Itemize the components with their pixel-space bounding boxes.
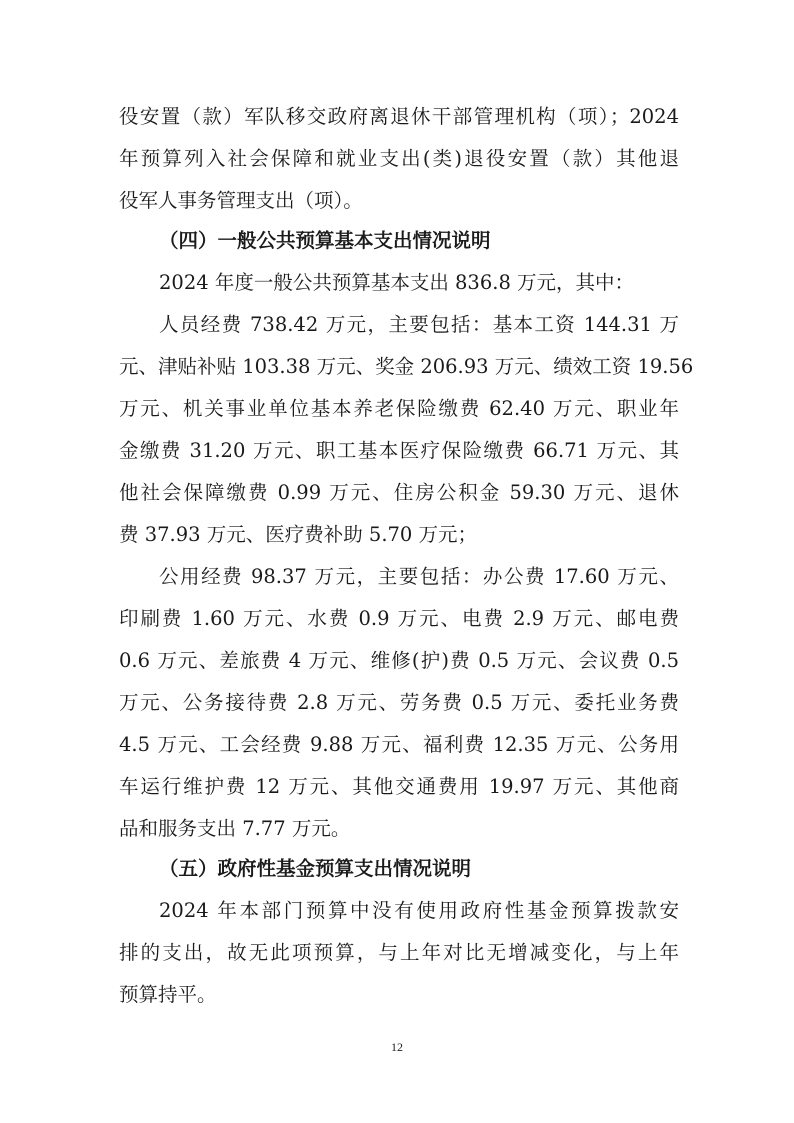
public-line-1: 公用经费 98.37 万元，主要包括：办公费 17.60 万元、 xyxy=(159,565,679,588)
section-5-line-3: 预算持平。 xyxy=(119,983,217,1006)
public-line-3: 0.6 万元、差旅费 4 万元、维修(护)费 0.5 万元、会议费 0.5 xyxy=(119,649,679,672)
personnel-line-3: 万元、机关事业单位基本养老保险缴费 62.40 万元、职业年 xyxy=(119,397,679,420)
personnel-line-1: 人员经费 738.42 万元，主要包括：基本工资 144.31 万 xyxy=(159,313,679,336)
section-4-summary: 2024 年度一般公共预算基本支出 836.8 万元，其中： xyxy=(159,271,635,294)
personnel-line-5: 他社会保障缴费 0.99 万元、住房公积金 59.30 万元、退休 xyxy=(119,481,679,504)
section-5-line-2: 排的支出，故无此项预算，与上年对比无增减变化，与上年 xyxy=(119,941,679,964)
intro-line-2: 年预算列入社会保障和就业支出(类)退役安置（款）其他退 xyxy=(119,147,679,170)
section-5-heading: （五）政府性基金预算支出情况说明 xyxy=(159,857,472,880)
public-line-5: 4.5 万元、工会经费 9.88 万元、福利费 12.35 万元、公务用 xyxy=(119,733,679,756)
page-number: 12 xyxy=(391,1040,403,1054)
intro-line-1: 役安置（款）军队移交政府离退休干部管理机构（项）；2024 xyxy=(119,105,679,128)
section-4-heading: （四）一般公共预算基本支出情况说明 xyxy=(159,229,491,252)
public-line-2: 印刷费 1.60 万元、水费 0.9 万元、电费 2.9 万元、邮电费 xyxy=(119,607,679,630)
public-line-7: 品和服务支出 7.77 万元。 xyxy=(119,817,351,840)
personnel-line-6: 费 37.93 万元、医疗费补助 5.70 万元； xyxy=(119,523,478,546)
personnel-line-2: 元、津贴补贴 103.38 万元、奖金 206.93 万元、绩效工资 19.56 xyxy=(119,355,694,378)
public-line-4: 万元、公务接待费 2.8 万元、劳务费 0.5 万元、委托业务费 xyxy=(119,691,679,714)
section-5-line-1: 2024 年本部门预算中没有使用政府性基金预算拨款安 xyxy=(159,899,679,922)
personnel-line-4: 金缴费 31.20 万元、职工基本医疗保险缴费 66.71 万元、其 xyxy=(119,439,679,462)
intro-line-3: 役军人事务管理支出（项）。 xyxy=(119,189,363,212)
public-line-6: 车运行维护费 12 万元、其他交通费用 19.97 万元、其他商 xyxy=(119,775,679,798)
